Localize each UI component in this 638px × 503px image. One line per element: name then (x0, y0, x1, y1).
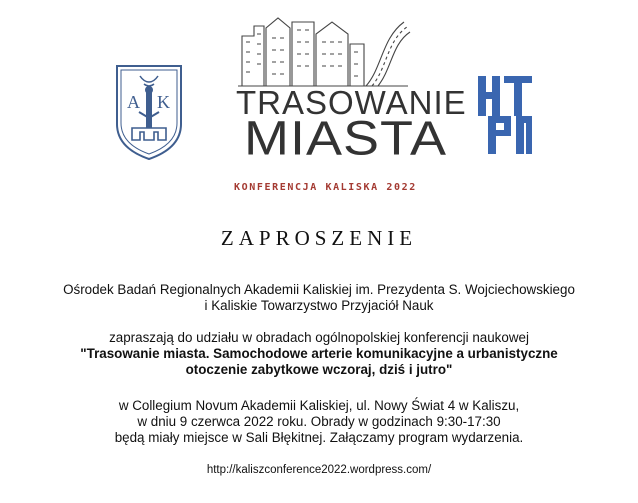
conference-title-line1: "Trasowanie miasta. Samochodowe arterie komunikacyjne a urbanistyczne (80, 346, 558, 361)
invitation-block (0, 330, 638, 378)
akademia-kaliska-crest-icon (114, 62, 184, 162)
svg-text:K: K (157, 92, 170, 112)
conference-title-line2: otoczenie zabytkowe wczoraj, dziś i jutro" (185, 362, 453, 377)
details-line2: w dniu 9 czerwca 2022 roku. Obrady w godzinach 9:30-17:30 (137, 414, 501, 429)
details-line3: będą miały miejsce w Sali Błękitnej. Załączamy program wydarzenia. (114, 430, 524, 445)
organizers-block (0, 282, 638, 314)
brand-subtitle: KONFERENCJA KALISKA 2022 (234, 182, 417, 193)
details-block (0, 398, 638, 446)
brand-title-line2: MIASTA (244, 111, 448, 166)
organizers-line2: i Kaliskie Towarzystwo Przyjaciół Nauk (204, 298, 434, 313)
svg-text:A: A (127, 92, 140, 112)
conference-url-link[interactable]: http://kaliszconference2022.wordpress.com/ (206, 464, 432, 476)
htpn-monogram-icon (476, 72, 534, 156)
invitation-heading: ZAPROSZENIE (220, 226, 418, 250)
brand-title-line1: TRASOWANIE (236, 84, 467, 121)
invitation-intro: zapraszają do udziału w obradach ogólnopolskiej konferencji naukowej (109, 330, 529, 345)
details-line1: w Collegium Novum Akademii Kaliskiej, ul. Nowy Świat 4 w Kaliszu, (118, 398, 520, 413)
organizers-line1: Ośrodek Badań Regionalnych Akademii Kaliskiej im. Prezydenta S. Wojciechowskiego (63, 282, 575, 297)
